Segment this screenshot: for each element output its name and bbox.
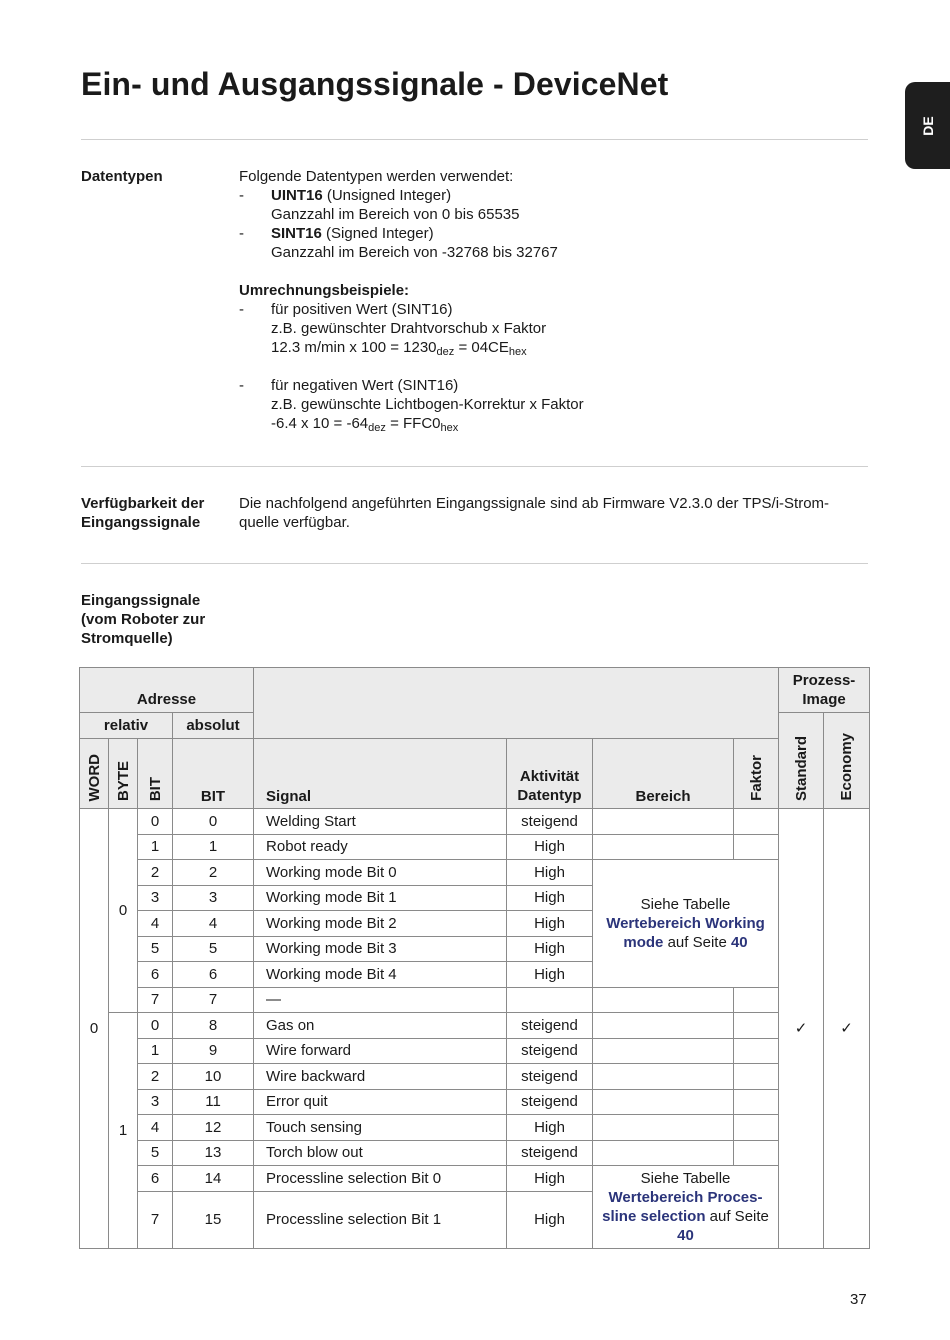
- cell-bit: 3: [138, 885, 173, 911]
- cell-aktivitaet: steigend: [507, 1140, 593, 1166]
- table-row: [80, 860, 870, 886]
- cell-standard-check: ✓: [779, 809, 824, 1249]
- cell-aktivitaet: High: [507, 1191, 593, 1248]
- page-number: 37: [850, 1291, 867, 1308]
- header-absolut: absolut: [173, 713, 254, 739]
- header-word: WORD: [80, 739, 109, 809]
- link-wertebereich-processline[interactable]: Wertebereich Proces-: [608, 1188, 763, 1206]
- cell-bereich: [593, 1089, 734, 1115]
- cell-bit: 7: [138, 1191, 173, 1248]
- cell-bit: 7: [138, 987, 173, 1013]
- cell-aktivitaet: High: [507, 962, 593, 988]
- cell-bit: 6: [138, 962, 173, 988]
- conversion-heading: Umrechnungsbeispiele:: [239, 282, 410, 299]
- cell-bereich: [593, 1013, 734, 1039]
- cell-abs-bit: 9: [173, 1038, 254, 1064]
- type-desc-uint16: Ganzzahl im Bereich von 0 bis 65535: [271, 206, 520, 223]
- cell-signal: Working mode Bit 4: [254, 962, 507, 988]
- cell-abs-bit: 10: [173, 1064, 254, 1090]
- cell-aktivitaet: steigend: [507, 1089, 593, 1115]
- cell-bereich-working-mode: Siehe Tabelle Wertebereich Working mode auf Seite 40: [593, 860, 779, 988]
- cell-aktivitaet: High: [507, 911, 593, 937]
- header-standard: Standard: [779, 713, 824, 809]
- cell-bereich: [593, 809, 734, 835]
- header-aktivitaet-datentyp: Aktivität Datentyp: [507, 739, 593, 809]
- cell-byte-1: 1: [109, 1013, 138, 1249]
- link-page-40[interactable]: 40: [730, 933, 748, 951]
- cell-bit: 1: [138, 1038, 173, 1064]
- cell-signal: Processline selection Bit 1: [254, 1191, 507, 1248]
- cell-bereich: [593, 1064, 734, 1090]
- example-positive-formula: 12.3 m/min x $100 = 1230_{dez} = 04CE_{hex}$: [271, 339, 527, 358]
- type-desc-sint16: Ganzzahl im Bereich von -32768 bis 32767: [271, 244, 558, 261]
- header-bit: BIT: [138, 739, 173, 809]
- language-tab-label: DE: [919, 115, 936, 136]
- header-faktor: Faktor: [734, 739, 779, 809]
- cell-abs-bit: 1: [173, 834, 254, 860]
- header-relativ: relativ: [80, 713, 173, 739]
- cell-bereich: [593, 1115, 734, 1141]
- cell-signal: Working mode Bit 3: [254, 936, 507, 962]
- header-prozess-image: Prozess-Image: [779, 668, 870, 713]
- section-label-datentypen: Datentypen: [81, 168, 163, 185]
- table-row: [80, 834, 870, 860]
- cell-aktivitaet: steigend: [507, 1013, 593, 1039]
- cell-bit: 4: [138, 911, 173, 937]
- header-byte: BYTE: [109, 739, 138, 809]
- header-spacer: [254, 668, 779, 739]
- cell-abs-bit: 14: [173, 1166, 254, 1192]
- cell-signal: —: [254, 987, 507, 1013]
- cell-faktor: [734, 1140, 779, 1166]
- cell-bit: 2: [138, 860, 173, 886]
- section-body-datentypen: [239, 167, 584, 433]
- language-tab[interactable]: [905, 82, 950, 169]
- type-item-sint16: - SINT16 (Signed Integer): [239, 225, 434, 242]
- cell-aktivitaet: steigend: [507, 1038, 593, 1064]
- cell-bit: 3: [138, 1089, 173, 1115]
- cell-signal: Robot ready: [254, 834, 507, 860]
- section-label-eingangssignale: Eingangssignale (vom Roboter zur Stromquelle): [81, 592, 206, 647]
- cell-economy-check: ✓: [824, 809, 870, 1249]
- cell-byte-0: 0: [109, 809, 138, 1013]
- section-divider: [81, 139, 868, 140]
- cell-aktivitaet: High: [507, 885, 593, 911]
- cell-abs-bit: 12: [173, 1115, 254, 1141]
- header-bereich: Bereich: [593, 739, 734, 809]
- cell-signal: Welding Start: [254, 809, 507, 835]
- example-negative-formula: -6.4 x $10 = -64_{dez} = FFC0_{hex}$: [271, 415, 459, 434]
- cell-abs-bit: 7: [173, 987, 254, 1013]
- header-adresse: Adresse: [80, 668, 254, 713]
- cell-bit: 1: [138, 834, 173, 860]
- cell-abs-bit: 11: [173, 1089, 254, 1115]
- cell-faktor: [734, 1115, 779, 1141]
- cell-signal: Torch blow out: [254, 1140, 507, 1166]
- example-positive-desc: z.B. gewünschter Drahtvorschub x Faktor: [271, 320, 547, 337]
- cell-abs-bit: 8: [173, 1013, 254, 1039]
- example-negative-desc: z.B. gewünschte Lichtbogen-Korrektur x Faktor: [271, 396, 584, 413]
- cell-abs-bit: 0: [173, 809, 254, 835]
- cell-aktivitaet: High: [507, 1166, 593, 1192]
- example-negative: - für negativen Wert (SINT16): [239, 377, 459, 394]
- link-wertebereich-working-mode[interactable]: Wertebereich Working: [606, 914, 765, 932]
- cell-signal: Working mode Bit 1: [254, 885, 507, 911]
- table-row: [80, 1038, 870, 1064]
- cell-signal: Wire forward: [254, 1038, 507, 1064]
- cell-aktivitaet: High: [507, 936, 593, 962]
- cell-bit: 5: [138, 936, 173, 962]
- table-row: [80, 809, 870, 835]
- cell-bereich-processline: Siehe Tabelle Wertebereich Proces- sline selection auf Seite 40: [593, 1166, 779, 1249]
- input-signals-table: [79, 667, 870, 1249]
- cell-abs-bit: 13: [173, 1140, 254, 1166]
- type-item-uint16: - UINT16 (Unsigned Integer): [239, 187, 452, 204]
- cell-aktivitaet: steigend: [507, 1064, 593, 1090]
- table-row: [80, 1166, 870, 1192]
- cell-bereich: [593, 834, 734, 860]
- cell-abs-bit: 15: [173, 1191, 254, 1248]
- cell-word: 0: [80, 809, 109, 1249]
- cell-faktor: [734, 1013, 779, 1039]
- page-title: Ein- und Ausgangssignale - DeviceNet: [81, 66, 669, 102]
- cell-faktor: [734, 834, 779, 860]
- cell-faktor: [734, 1064, 779, 1090]
- cell-bit: 2: [138, 1064, 173, 1090]
- cell-faktor: [734, 987, 779, 1013]
- cell-aktivitaet: steigend: [507, 809, 593, 835]
- header-signal: Signal: [254, 739, 507, 809]
- datentypen-intro: Folgende Datentypen werden verwendet:: [239, 168, 514, 185]
- table-row: [80, 1089, 870, 1115]
- table-row: [80, 987, 870, 1013]
- cell-bereich: [593, 987, 734, 1013]
- link-page-40[interactable]: 40: [677, 1226, 694, 1244]
- cell-abs-bit: 4: [173, 911, 254, 937]
- cell-faktor: [734, 809, 779, 835]
- cell-signal: Wire backward: [254, 1064, 507, 1090]
- cell-bereich: [593, 1038, 734, 1064]
- section-body-verfuegbarkeit: Die nachfolgend angeführten Eingangssignale sind ab Firmware V2.3.0 der TPS/i-Strom- quelle verfügbar.: [239, 495, 830, 531]
- cell-signal: Gas on: [254, 1013, 507, 1039]
- header-bit-absolut: BIT: [173, 739, 254, 809]
- cell-bit: 0: [138, 809, 173, 835]
- cell-bereich: [593, 1140, 734, 1166]
- cell-bit: 0: [138, 1013, 173, 1039]
- header-economy: Economy: [824, 713, 870, 809]
- cell-abs-bit: 2: [173, 860, 254, 886]
- cell-faktor: [734, 1038, 779, 1064]
- table-row: [80, 1140, 870, 1166]
- cell-signal: Error quit: [254, 1089, 507, 1115]
- cell-bit: 6: [138, 1166, 173, 1192]
- cell-signal: Working mode Bit 0: [254, 860, 507, 886]
- table-row: [80, 1013, 870, 1039]
- cell-abs-bit: 6: [173, 962, 254, 988]
- example-positive: - für positiven Wert (SINT16): [239, 301, 453, 318]
- cell-abs-bit: 5: [173, 936, 254, 962]
- section-label-verfuegbarkeit: Verfügbarkeit der Eingangssignale: [81, 495, 205, 531]
- cell-bit: 4: [138, 1115, 173, 1141]
- table-row: [80, 1115, 870, 1141]
- cell-aktivitaet: High: [507, 860, 593, 886]
- cell-abs-bit: 3: [173, 885, 254, 911]
- section-divider: [81, 466, 868, 467]
- cell-signal: Working mode Bit 2: [254, 911, 507, 937]
- cell-bit: 5: [138, 1140, 173, 1166]
- cell-aktivitaet: [507, 987, 593, 1013]
- section-divider: [81, 563, 868, 564]
- cell-aktivitaet: High: [507, 834, 593, 860]
- table-row: [80, 1064, 870, 1090]
- cell-signal: Touch sensing: [254, 1115, 507, 1141]
- cell-signal: Processline selection Bit 0: [254, 1166, 507, 1192]
- cell-faktor: [734, 1089, 779, 1115]
- cell-aktivitaet: High: [507, 1115, 593, 1141]
